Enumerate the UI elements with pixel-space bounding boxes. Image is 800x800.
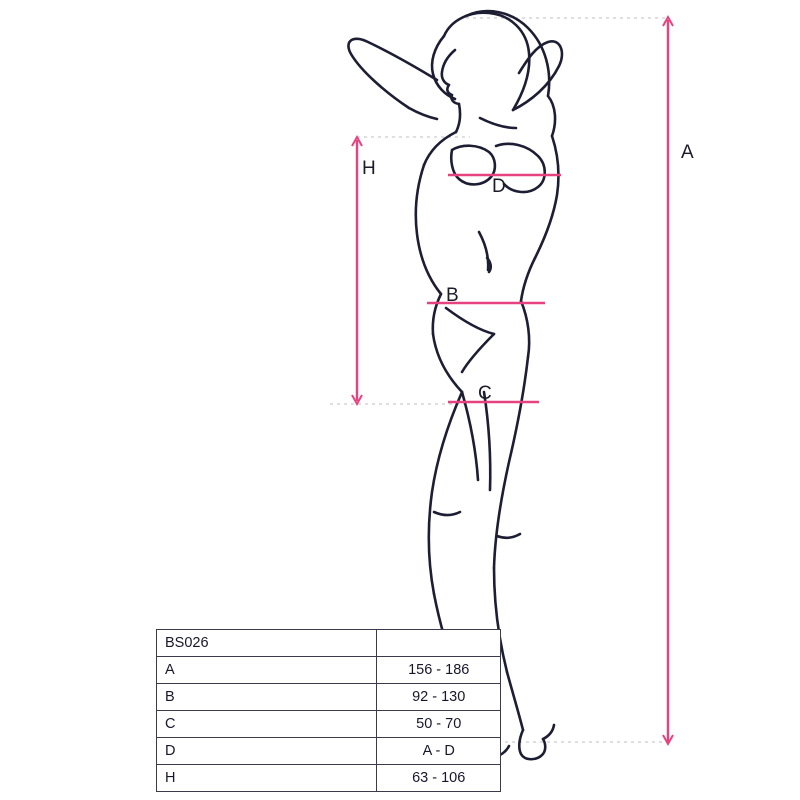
measure-label-H: H bbox=[362, 158, 376, 179]
row-key-C: C bbox=[157, 711, 377, 738]
row-value-A: 156 - 186 bbox=[377, 657, 501, 684]
product-code: BS026 bbox=[157, 630, 377, 657]
measure-label-D: D bbox=[492, 176, 506, 197]
table-row-code bbox=[157, 630, 501, 657]
row-key-D: D bbox=[157, 738, 377, 765]
row-value-H: 63 - 106 bbox=[377, 765, 501, 792]
table-row bbox=[157, 765, 501, 792]
table-row bbox=[157, 738, 501, 765]
row-value-B: 92 - 130 bbox=[377, 684, 501, 711]
row-value-D: A - D bbox=[377, 738, 501, 765]
row-key-A: A bbox=[157, 657, 377, 684]
size-table bbox=[156, 629, 501, 792]
table-row bbox=[157, 711, 501, 738]
measure-label-B: B bbox=[446, 285, 459, 306]
table-row bbox=[157, 657, 501, 684]
row-key-H: H bbox=[157, 765, 377, 792]
product-code-value bbox=[377, 630, 501, 657]
table-row bbox=[157, 684, 501, 711]
row-value-C: 50 - 70 bbox=[377, 711, 501, 738]
measure-label-C: C bbox=[478, 383, 492, 404]
row-key-B: B bbox=[157, 684, 377, 711]
size-table-body bbox=[157, 630, 501, 792]
measure-label-A: A bbox=[681, 142, 694, 163]
